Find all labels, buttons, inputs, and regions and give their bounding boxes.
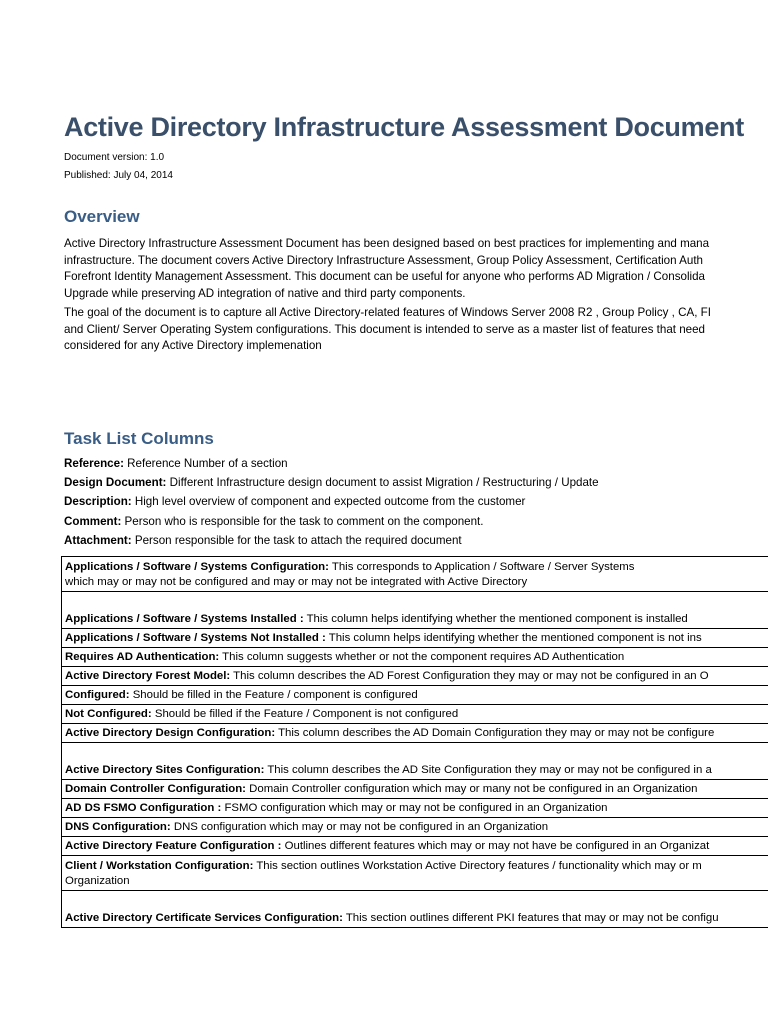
table-row [62,557,768,592]
table-row [62,891,768,928]
table-row [62,629,768,648]
table-row [62,648,768,667]
table-row [62,856,768,891]
overview-line: Forefront Identity Management Assessment. This document can be useful for anyone who performs AD Migration / Consolida [64,270,705,283]
table-row [62,799,768,818]
document-version: Document version: 1.0 [64,152,165,163]
table-cell: Active Directory Sites Configuration: This column describes the AD Site Configuration they may or may not be configured in a [62,743,768,780]
table-row [62,592,768,629]
table-cell: Applications / Software / Systems Installed : This column helps identifying whether the mentioned component is installed [62,592,768,629]
published-date: Published: July 04, 2014 [64,170,173,181]
definition-reference: Reference: Reference Number of a section [64,457,288,470]
table-cell: Active Directory Forest Model: This column describes the AD Forest Configuration they may or may not be configured in an O [62,667,768,686]
table-row [62,705,768,724]
table-cell: Active Directory Design Configuration: This column describes the AD Domain Configuration they may or may not be configure [62,724,768,743]
table-row [62,724,768,743]
overview-line: infrastructure. The document covers Active Directory Infrastructure Assessment, Group Policy Assessment, Certification Auth [64,253,703,267]
task-columns-table [61,556,768,928]
table-cell: Applications / Software / Systems Configuration: This corresponds to Application / Software / Server Systems which may or may not be configured and may or may not be integrated with Active Directory [62,557,768,592]
overview-line: The goal of the document is to capture all Active Directory-related features of Windows Server 2008 R2 , Group Policy , CA, FI [64,306,711,319]
overview-line: Active Directory Infrastructure Assessment Document has been designed based on best practices for implementing and mana [64,237,710,250]
definition-description: Description: High level overview of component and expected outcome from the customer [64,495,526,508]
table-row [62,743,768,780]
table-row [62,686,768,705]
table-cell: Not Configured: Should be filled if the Feature / Component is not configured [62,705,768,724]
definition-attachment: Attachment: Person responsible for the task to attach the required document [64,534,462,547]
overview-paragraph-2 [64,305,768,355]
definition-comment: Comment: Person who is responsible for the task to comment on the component. [64,515,484,528]
table-cell: Active Directory Feature Configuration : Outlines different features which may or may not have be configured in an Organizat [62,837,768,856]
definition-design-document: Design Document: Different Infrastructure design document to assist Migration / Restructuring / Update [64,476,599,489]
table-cell: Client / Workstation Configuration: This section outlines Workstation Active Directory features / functionality which may or m Organization [62,856,768,891]
table-cell: AD DS FSMO Configuration : FSMO configuration which may or may not be configured in an Organization [62,799,768,818]
table-cell: Requires AD Authentication: This column suggests whether or not the component requires AD Authentication [62,648,768,667]
table-cell: Applications / Software / Systems Not Installed : This column helps identifying whether the mentioned component is not ins [62,629,768,648]
table-row [62,780,768,799]
table-cell: DNS Configuration: DNS configuration which may or may not be configured in an Organization [62,818,768,837]
overview-heading: Overview [64,207,140,226]
overview-paragraph-1 [64,236,768,302]
table-cell: Active Directory Certificate Services Configuration: This section outlines different PKI features that may or may not be configu [62,891,768,928]
table-cell: Configured: Should be filled in the Feature / component is configured [62,686,768,705]
table-row [62,667,768,686]
table-cell: Domain Controller Configuration: Domain Controller configuration which may or many not be configured in an Organization [62,780,768,799]
table-row [62,818,768,837]
document-title: Active Directory Infrastructure Assessment Document [64,112,744,142]
table-row [62,837,768,856]
overview-line: and Client/ Server Operating System configurations. This document is intended to serve as a master list of features that need [64,322,705,336]
overview-line: Upgrade while preserving AD integration of native and third party components. [64,286,466,300]
overview-line: considered for any Active Directory implemenation [64,339,322,352]
task-list-heading: Task List Columns [64,429,214,448]
